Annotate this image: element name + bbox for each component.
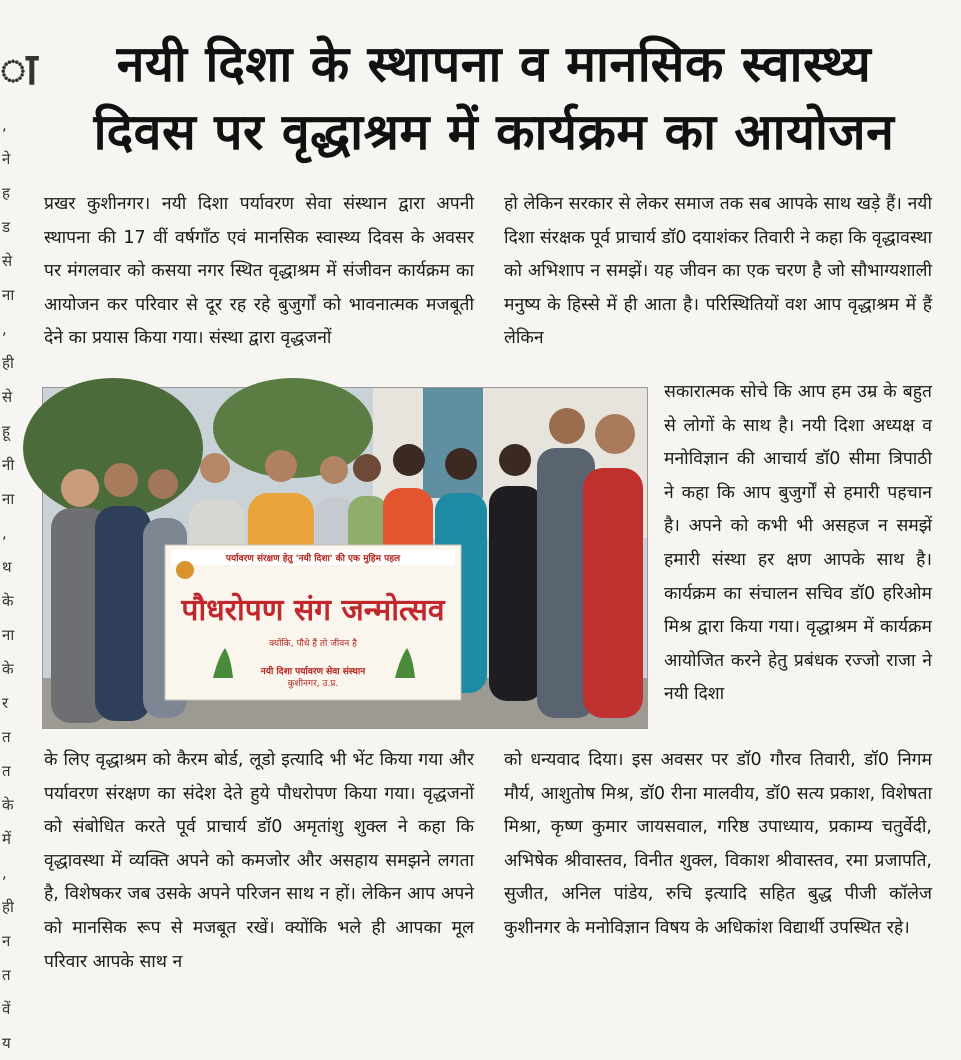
adjacent-column-char: , [2,116,7,134]
adjacent-column-char: से [2,388,13,406]
adjacent-column-char: त [2,966,11,984]
adjacent-column-char: में [2,830,11,848]
adjacent-column-chars [0,108,22,1060]
banner-place: कुशीनगर, उ.प्र. [287,679,339,689]
adjacent-column-char: नी [2,456,15,474]
adjacent-column-char: ना [2,626,15,644]
banner-logo [176,561,194,579]
article-paragraph-col-b-bottom: को धन्यवाद दिया। इस अवसर पर डॉ0 गौरव तिवारी, डॉ0 निगम मौर्य, आशुतोष मिश्र, डॉ0 रीना मालवीय, डॉ0 सत्य प्रकाश, विशेषता मिश्रा, कृष्ण कुमार जायसवाल, गरिष्ठ उपाध्याय, प्रकाम्य चतुर्वेदी, अभिषेक श्रीवास्तव, विनीत शुक्ल, विकाश श्रीवास्तव, रमा प्रजापति, सुजीत, अनिल पांडेय, रुचि इत्यादि सहित बुद्ध पीजी कॉलेज कुशीनगर के मनोविज्ञान विषय के अधिकांश विद्यार्थी उपस्थित रहे। [504,750,932,938]
adjacent-column-char: के [2,660,14,678]
event-photo [42,387,648,729]
adjacent-column-char: ना [2,286,15,304]
event-photo-illustration [43,388,647,728]
adjacent-column-char: , [2,524,7,542]
adjacent-column-char: , [2,864,7,882]
adjacent-column-char: से [2,252,13,270]
adjacent-column-char: वें [2,1000,11,1018]
photo-banner [165,545,461,700]
adjacent-column-char: ह [2,184,10,202]
article-paragraph-col-a-bottom: के लिए वृद्धाश्रम को कैरम बोर्ड, लूडो इत्यादि भी भेंट किया गया और पर्यावरण संरक्षण का संदेश देते हुये पौधरोपण किया गया। वृद्धजनों को संबोधित करते पूर्व प्राचार्य डॉ0 अमृतांशु शुक्ल ने कहा कि वृद्धावस्था में व्यक्ति अपने को कमजोर और असहाय समझने लगता है, विशेषकर जब उसके अपने परिजन साथ न हों। लेकिन आप अपने को मानसिक रूप से मजबूत रखें। क्योंकि भले ही आपका मूल परिवार आपके साथ न [44,750,474,972]
adjacent-column-char: ने [2,150,11,168]
adjacent-column-char: र [2,694,9,712]
article-paragraph-col-b-top: हो लेकिन सरकार से लेकर समाज तक सब आपके साथ खड़े हैं। नयी दिशा संरक्षक पूर्व प्राचार्य डॉ0 दयाशंकर तिवारी ने कहा कि वृद्धावस्था को अभिशाप न समझें। यह जीवन का एक चरण है जो सौभाग्यशाली मनुष्य के हिस्से में ही आता है। परिस्थितियों वश आप वृद्धाश्रम में हैं लेकिन [504,194,932,349]
article-paragraph-col-b-wrap: सकारात्मक सोचे कि आप हम उम्र के बहुत से लोगों के साथ है। नयी दिशा अध्यक्ष व मनोविज्ञान की आचार्य डॉ0 सीमा त्रिपाठी ने कहा कि आप बुजुर्गों से हमारी पहचान है। अपने को कभी भी असहज न समझें हमारी संस्था हर क्षण आपके साथ है। कार्यक्रम का संचालन सचिव डॉ0 हरिओम मिश्र द्वारा किया गया। वृद्धाश्रम में कार्यक्रम आयोजित करने हेतु प्रबंधक रज्जो राजा ने नयी दिशा [664,382,932,705]
banner-tagline: क्योंकि, पौधे हैं तो जीवन है [269,639,357,649]
adjacent-column-char: ही [2,354,14,372]
adjacent-headline-fragment: ा [0,44,38,95]
adjacent-column-char: हू [2,422,10,440]
adjacent-column-char: , [2,320,7,338]
headline-line-2: दिवस पर वृद्धाश्रम में कार्यक्रम का आयोजन [93,103,895,161]
headline [44,30,944,166]
article-paragraph-col-a-top: प्रखर कुशीनगर। नयी दिशा पर्यावरण सेवा संस्थान द्वारा अपनी स्थापना की 17 वीं वर्षगाँठ एवं मानसिक स्वास्थ्य दिवस के अवसर पर मंगलवार को कसया नगर स्थित वृद्धाश्रम में संजीवन कार्यक्रम का आयोजन कर परिवार से दूर रह रहे बुजुर्गों को भावनात्मक मजबूती देने का प्रयास किया गया। संस्था द्वारा वृद्धजनों [44,194,474,349]
adjacent-column-char: त [2,728,11,746]
adjacent-column-fragment [0,40,38,1052]
headline-line-1: नयी दिशा के स्थापना व मानसिक स्वास्थ्य [116,35,872,93]
adjacent-column-char: न [2,932,11,950]
adjacent-column-char: ड [2,218,11,236]
banner-title: पौधरोपण संग जन्मोत्सव [181,593,445,628]
adjacent-column-char: ही [2,898,14,916]
adjacent-column-char: थ [2,558,12,576]
photo-tree-left [23,378,203,518]
banner-org: नयी दिशा पर्यावरण सेवा संस्थान [260,667,366,677]
adjacent-column-char: य [2,1034,11,1052]
adjacent-column-char: के [2,796,14,814]
adjacent-column-char: त [2,762,11,780]
adjacent-column-char: के [2,592,14,610]
photo-window [423,388,483,498]
banner-top-line: पर्यावरण संरक्षण हेतु 'नयी दिशा' की एक मुहिम पहल [225,554,401,564]
adjacent-column-char: ना [2,490,15,508]
